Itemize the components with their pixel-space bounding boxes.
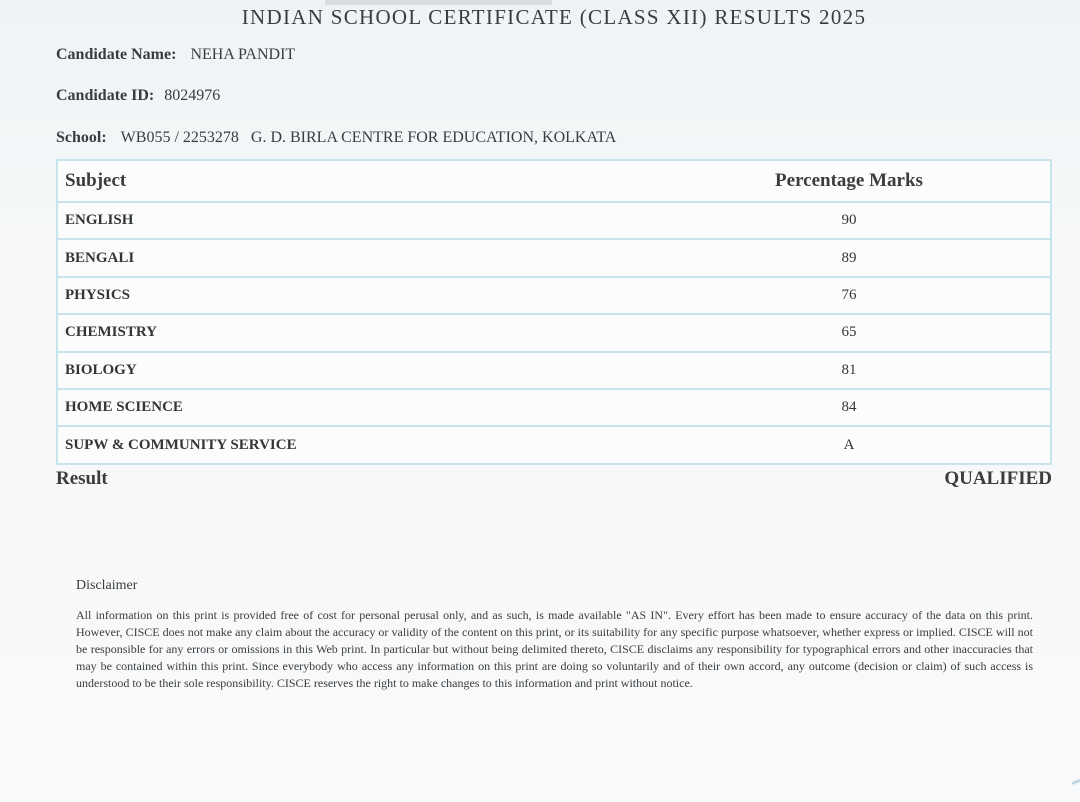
table-header-row	[57, 160, 1051, 202]
result-row	[56, 468, 1052, 490]
subject-column-header: Subject	[57, 160, 655, 202]
school-row	[56, 129, 616, 147]
marks-table	[56, 159, 1052, 465]
subject-cell: PHYSICS	[57, 277, 655, 314]
marks-cell: 76	[655, 277, 1051, 314]
school-code: WB055 / 2253278	[120, 129, 239, 146]
candidate-id-row	[56, 87, 220, 105]
result-label: Result	[56, 468, 108, 489]
candidate-id-label: Candidate ID:	[56, 87, 155, 104]
page-title: INDIAN SCHOOL CERTIFICATE (CLASS XII) RESULTS 2025	[241, 5, 867, 29]
table-row	[57, 277, 1051, 314]
subject-cell: SUPW & COMMUNITY SERVICE	[57, 426, 655, 463]
school-name: G. D. BIRLA CENTRE FOR EDUCATION, KOLKATA	[250, 129, 617, 146]
result-value: QUALIFIED	[944, 468, 1052, 489]
marks-cell: 90	[655, 202, 1051, 239]
disclaimer-heading: Disclaimer	[76, 578, 138, 593]
marks-cell: 65	[655, 314, 1051, 351]
table-row	[57, 389, 1051, 426]
disclaimer-text: All information on this print is provided free of cost for personal perusal only, and as such, is made available "AS IN". Every effort has been made to ensure accuracy of the data on this print. However, CISCE does not make any claim about the accuracy or validity of the content on this print, or its suitability for any specific purpose whatsoever, whether express or implied. CISCE will not be responsible for any errors or omissions in this Web print. In particular but without being delimited thereto, CISCE disclaims any responsibility for typographical errors and other inaccuracies that may be contained within this print. Since everybody who access any information on this print are doing so voluntarily and of their own accord, any outcome (decision or claim) of such access is understood to be their sole responsibility. CISCE reserves the right to make changes to this information and print without notice.	[76, 608, 1033, 690]
marks-cell: 81	[655, 352, 1051, 389]
table-row	[57, 314, 1051, 351]
subject-cell: CHEMISTRY	[57, 314, 655, 351]
marks-column-header: Percentage Marks	[655, 160, 1051, 202]
subject-cell: BIOLOGY	[57, 352, 655, 389]
table-row	[57, 239, 1051, 276]
marks-cell: A	[655, 426, 1051, 463]
subject-cell: HOME SCIENCE	[57, 389, 655, 426]
marks-cell: 89	[655, 239, 1051, 276]
table-row	[57, 352, 1051, 389]
school-label: School:	[56, 129, 107, 146]
candidate-id-value: 8024976	[164, 87, 221, 104]
marks-cell: 84	[655, 389, 1051, 426]
subject-cell: BENGALI	[57, 239, 655, 276]
candidate-name-label: Candidate Name:	[56, 46, 177, 63]
table-row	[57, 202, 1051, 239]
candidate-name-value: NEHA PANDIT	[190, 46, 296, 63]
table-row	[57, 426, 1051, 463]
corner-decoration	[1072, 762, 1080, 802]
subject-cell: ENGLISH	[57, 202, 655, 239]
candidate-name-row	[56, 46, 295, 64]
